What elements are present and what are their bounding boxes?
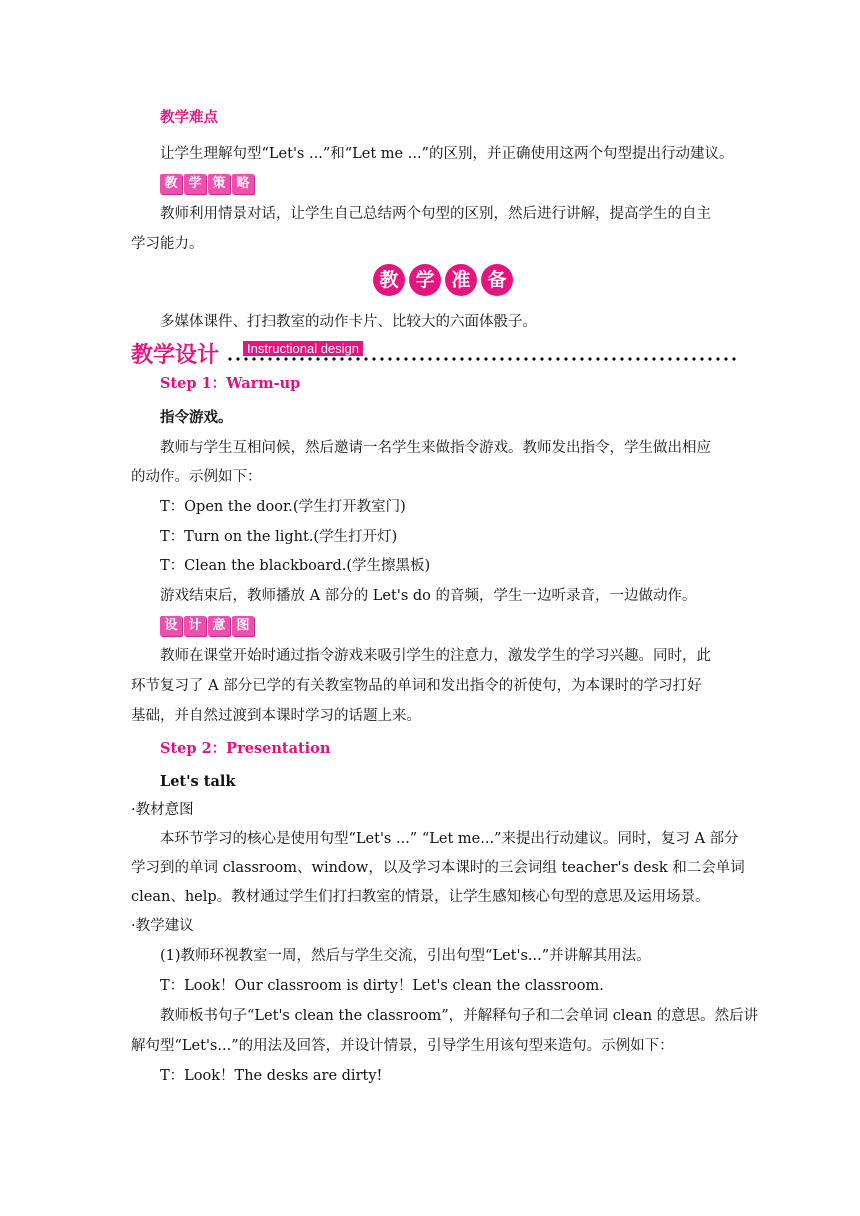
strategy-tag-char: 策 bbox=[208, 174, 230, 194]
strategy-tag bbox=[160, 174, 254, 194]
strategy-line-1: 教师利用情景对话，让学生自己总结两个句型的区别，然后进行讲解，提高学生的自主 bbox=[160, 206, 711, 222]
step1-title: Step 1：Warm-up bbox=[160, 375, 301, 392]
preparation-text: 多媒体课件、打扫教室的动作卡片、比较大的六面体骰子。 bbox=[160, 314, 537, 330]
strategy-tag-char: 学 bbox=[184, 174, 206, 194]
strategy-tag-char: 教 bbox=[160, 174, 182, 194]
intent-line-1: 教师在课堂开始时通过指令游戏来吸引学生的注意力，激发学生的学习兴趣。同时，此 bbox=[160, 648, 711, 664]
step2-suggest-3-line1: 教师板书句子“Let's clean the classroom”，并解释句子和二会单词 clean 的意思。然后讲 bbox=[160, 1008, 759, 1024]
preparation-title-char: 学 bbox=[409, 264, 441, 296]
intent-tag-char: 计 bbox=[184, 616, 206, 636]
intent-line-3: 基础，并自然过渡到本课时学习的话题上来。 bbox=[131, 708, 421, 724]
step2-intent-line3: clean、help。教材通过学生们打扫教室的情景，让学生感知核心句型的意思及运用场景。 bbox=[131, 889, 710, 905]
intent-line-2: 环节复习了 A 部分已学的有关教室物品的单词和发出指令的祈使句，为本课时的学习打好 bbox=[131, 678, 702, 694]
step2-suggest-4: T：Look！The desks are dirty! bbox=[160, 1068, 383, 1084]
step1-after: 游戏结束后，教师播放 A 部分的 Let's do 的音频，学生一边听录音，一边做动作。 bbox=[160, 588, 697, 604]
preparation-title-char: 备 bbox=[481, 264, 513, 296]
design-header-en: Instructional design bbox=[243, 341, 363, 356]
preparation-title-char: 教 bbox=[373, 264, 405, 296]
step2-intent-line2: 学习到的单词 classroom、window，以及学习本课时的三会词组 teacher's desk 和二会单词 bbox=[131, 860, 745, 876]
intent-tag-char: 图 bbox=[232, 616, 254, 636]
strategy-tag-char: 略 bbox=[232, 174, 254, 194]
step2-suggest-2: T：Look！Our classroom is dirty！Let's clean the classroom. bbox=[160, 978, 604, 994]
dotted-divider bbox=[226, 356, 737, 362]
preparation-title bbox=[373, 264, 513, 296]
intent-tag-char: 设 bbox=[160, 616, 182, 636]
step2-suggest-1: (1)教师环视教室一周，然后与学生交流，引出句型“Let's...”并讲解其用法。 bbox=[160, 948, 651, 964]
step1-p1-line1: 教师与学生互相问候，然后邀请一名学生来做指令游戏。教师发出指令，学生做出相应 bbox=[160, 440, 711, 456]
step2-subtitle: Let's talk bbox=[160, 773, 236, 790]
step2-intent-line1: 本环节学习的核心是使用句型“Let's ...” “Let me...”来提出行动建议。同时，复习 A 部分 bbox=[160, 831, 739, 847]
difficulty-heading: 教学难点 bbox=[160, 109, 218, 126]
design-header-zh: 教学设计 bbox=[131, 343, 220, 368]
difficulty-text: 让学生理解句型“Let's ...”和“Let me ...”的区别，并正确使用这两个句型提出行动建议。 bbox=[160, 146, 734, 162]
step2-intent-label: ·教材意图 bbox=[131, 802, 194, 818]
step1-subtitle: 指令游戏。 bbox=[160, 409, 233, 426]
step1-cmd-2: T：Turn on the light.(学生打开灯) bbox=[160, 529, 398, 545]
step1-cmd-1: T：Open the door.(学生打开教室门) bbox=[160, 499, 406, 515]
intent-tag bbox=[160, 616, 254, 636]
step2-suggest-3-line2: 解句型“Let's...”的用法及回答，并设计情景，引导学生用该句型来造句。示例如下： bbox=[131, 1038, 674, 1054]
step1-p1-line2: 的动作。示例如下： bbox=[131, 469, 262, 485]
design-header bbox=[131, 338, 737, 366]
step2-title: Step 2：Presentation bbox=[160, 740, 331, 757]
strategy-line-2: 学习能力。 bbox=[131, 236, 204, 252]
preparation-title-char: 准 bbox=[445, 264, 477, 296]
step1-cmd-3: T：Clean the blackboard.(学生擦黑板) bbox=[160, 558, 431, 574]
step2-suggest-label: ·教学建议 bbox=[131, 918, 194, 934]
intent-tag-char: 意 bbox=[208, 616, 230, 636]
